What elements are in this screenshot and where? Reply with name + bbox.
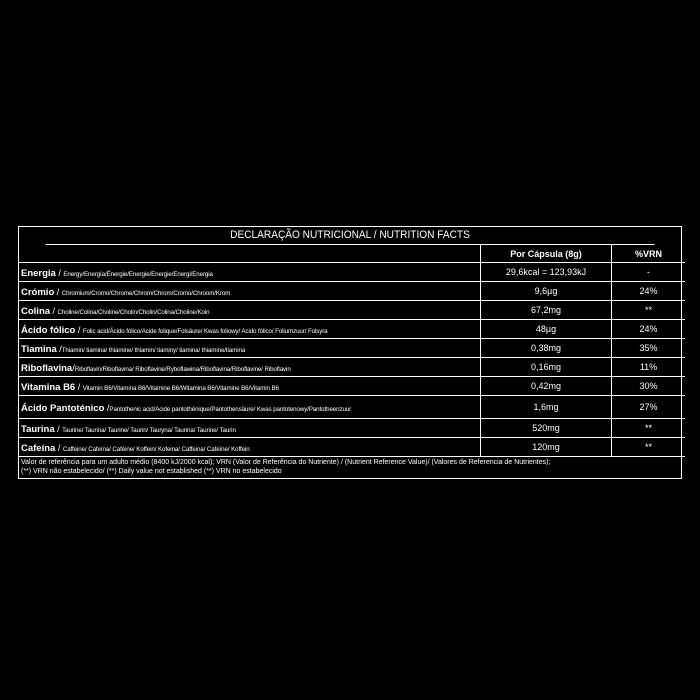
table-row	[19, 358, 685, 377]
nutrient-separator: /	[75, 325, 83, 335]
nutrient-vrn: 24%	[612, 282, 686, 301]
header-row	[19, 245, 685, 263]
nutrient-translations: Folic acid/Ácido fólico/Acide folique/Folsäure/ Kwas foliowy/ Acido fólico/ Foliumzuur/ Folsyra	[82, 328, 328, 335]
nutrient-name: Ácido fólico	[21, 325, 76, 336]
nutrient-value: 48µg	[481, 320, 612, 339]
nutrient-value: 1,6mg	[481, 396, 612, 419]
nutrient-name: Energia	[21, 268, 56, 279]
nutrient-separator: /	[75, 382, 83, 392]
nutrient-name: Tiamina	[21, 344, 57, 355]
nutrition-facts-panel	[18, 226, 682, 479]
table-row	[19, 419, 685, 438]
nutrient-value: 9,6µg	[481, 282, 612, 301]
nutrient-cell	[19, 377, 481, 396]
nutrient-vrn: 24%	[612, 320, 686, 339]
nutrient-vrn: 11%	[612, 358, 686, 377]
table-row	[19, 377, 685, 396]
nutrient-name: Taurina	[21, 424, 55, 435]
nutrient-translations: Taurine/ Taurina/ Taurine/ Taurin/ Tauryna/ Taurina/ Taurine/ Taurin	[62, 427, 236, 434]
nutrient-name: Ácido Pantoténico	[21, 403, 105, 414]
nutrient-cell	[19, 419, 481, 438]
table-row	[19, 263, 685, 282]
nutrient-separator: /	[54, 424, 63, 434]
nutrient-vrn: **	[612, 438, 686, 457]
header-per-serving: Por Cápsula (8g)	[481, 245, 612, 263]
nutrient-translations: Caffeine/ Cafeína/ Caféine/ Koffein/ Kofeina/ Caffeina/ Cafeïne/ Koffein	[62, 446, 250, 453]
nutrient-translations: Thiamin/ tiamina/ thiamine/ thiamin/ tiaminy/ tiamina/ thiamine/tiamina	[61, 347, 246, 354]
nutrient-separator: /	[104, 403, 110, 413]
header-name-cell	[19, 245, 481, 263]
nutrient-name: Cafeína	[21, 443, 56, 454]
header-vrn: %VRN	[612, 245, 686, 263]
footer-line-1: Valor de referência para um adulto médio (8400 kJ/2000 kcal); VRN (Valor de Referência do Nutriente) / (Nutrient Reference Value)/ (Valores de Referencia de Nutrientes);	[21, 459, 551, 466]
nutrient-cell	[19, 320, 481, 339]
nutrient-translations: Pantothenic acid/Acide pantothénique/Pantothensäure/ Kwas pantotenowy/Pantotheenzuur	[109, 406, 352, 413]
nutrient-separator: /	[55, 443, 63, 453]
nutrient-vrn: -	[612, 263, 686, 282]
nutrient-vrn: **	[612, 419, 686, 438]
footer-line-2: (**) VRN não estabelecido/ (**) Daily value not established (**) VRN no estabelecido	[21, 468, 282, 475]
nutrition-title: DECLARAÇÃO NUTRICIONAL / NUTRITION FACTS	[45, 227, 654, 245]
footer-notes	[19, 457, 681, 478]
nutrient-cell	[19, 263, 481, 282]
nutrient-separator: /	[54, 287, 62, 297]
nutrient-value: 0,42mg	[481, 377, 612, 396]
nutrient-separator: /	[55, 268, 64, 278]
nutrient-translations: Chromium/Cromo/Chrome/Chrom/Chrom/Cromo/Chroom/Krom	[61, 290, 231, 297]
nutrient-separator: /	[72, 363, 75, 373]
nutrient-value: 0,16mg	[481, 358, 612, 377]
nutrient-separator: /	[50, 306, 58, 316]
nutrient-value: 520mg	[481, 419, 612, 438]
nutrient-name: Vitamina B6	[21, 382, 76, 393]
nutrient-vrn: 30%	[612, 377, 686, 396]
nutrient-vrn: **	[612, 301, 686, 320]
nutrient-translations: Riboflavin/Riboflavina/ Riboflavine/Ryboflawina/Riboflavina/Riboflavine/ Riboflavin	[74, 366, 291, 373]
nutrient-name: Crómio	[21, 287, 55, 298]
table-row	[19, 438, 685, 457]
nutrient-translations: Choline/Colina/Choline/Cholin/Cholin/Colina/Choline/Koin	[57, 309, 210, 316]
nutrient-name: Colina	[21, 306, 51, 317]
nutrient-cell	[19, 438, 481, 457]
nutrient-cell	[19, 358, 481, 377]
nutrient-cell	[19, 282, 481, 301]
nutrient-value: 67,2mg	[481, 301, 612, 320]
nutrient-vrn: 27%	[612, 396, 686, 419]
table-row	[19, 301, 685, 320]
nutrient-vrn: 35%	[612, 339, 686, 358]
nutrient-translations: Vitamin B6/Vitamina B6/Vitamine B6/Witamina B6/Vitamine B6/Vitamin B6	[82, 385, 279, 392]
table-row	[19, 396, 685, 419]
nutrient-value: 0,38mg	[481, 339, 612, 358]
nutrient-cell	[19, 396, 481, 419]
nutrition-table	[19, 245, 685, 457]
nutrient-cell	[19, 339, 481, 358]
table-row	[19, 282, 685, 301]
nutrient-name: Riboflavina	[21, 363, 73, 374]
nutrient-value: 29,6kcal = 123,93kJ	[481, 263, 612, 282]
nutrient-value: 120mg	[481, 438, 612, 457]
nutrient-separator: /	[56, 344, 62, 354]
nutrient-translations: Energy/Energía/Énergie/Energie/Energie/Energi/Energia	[63, 271, 213, 278]
table-row	[19, 320, 685, 339]
table-row	[19, 339, 685, 358]
nutrient-cell	[19, 301, 481, 320]
